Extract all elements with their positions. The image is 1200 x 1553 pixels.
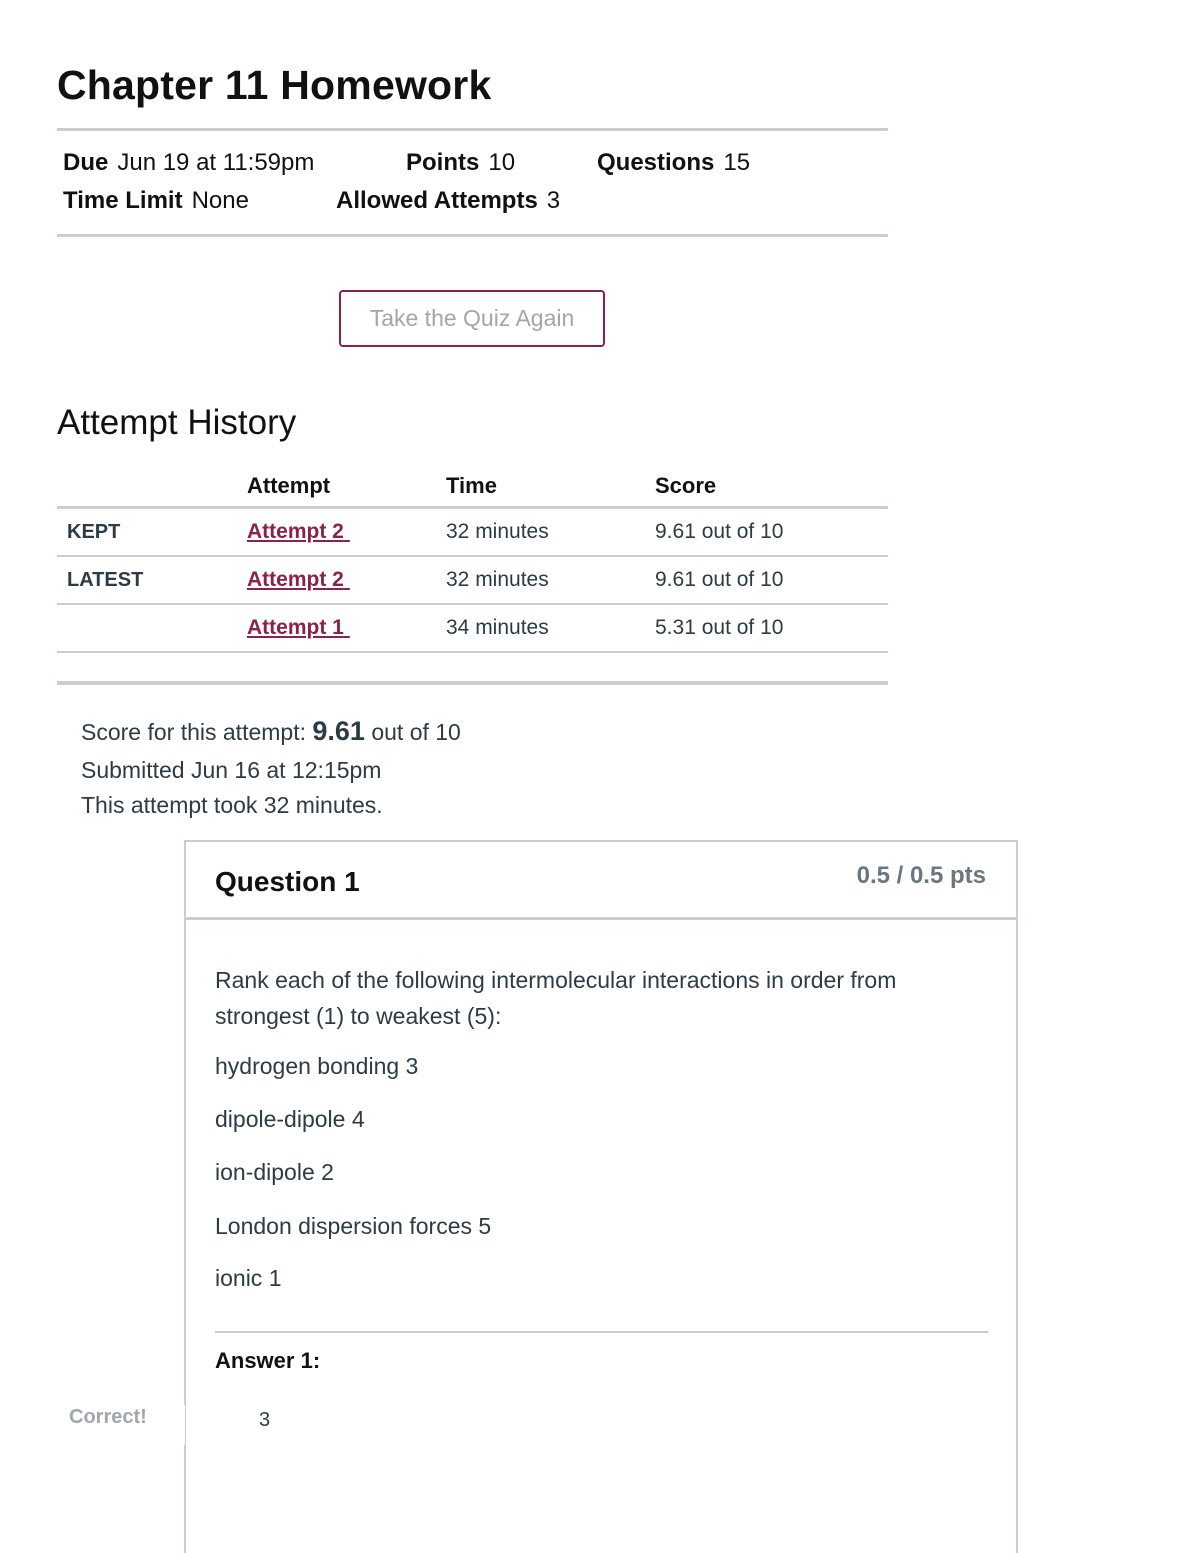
question-points: 0.5 / 0.5 pts (856, 862, 986, 889)
question-card (184, 840, 1018, 1553)
attempt-status: LATEST (57, 556, 247, 604)
allowed-attempts-value: 3 (546, 187, 561, 214)
take-quiz-again-button[interactable]: Take the Quiz Again (339, 290, 605, 347)
questions-label: Questions (597, 149, 715, 176)
table-spacer-row (57, 652, 888, 682)
attempt-score: 5.31 out of 10 (655, 604, 888, 652)
table-row (57, 556, 888, 604)
column-header-status (57, 466, 247, 508)
attempt-duration: This attempt took 32 minutes. (81, 792, 383, 818)
column-header-time: Time (446, 466, 655, 508)
points-value: 10 (488, 149, 516, 176)
attempt-link[interactable]: Attempt 2 (247, 568, 344, 591)
correct-answer-flag: Correct! (69, 1405, 185, 1445)
prompt-line: strongest (1) to weakest (5): (215, 1003, 502, 1029)
list-item: London dispersion forces 5 (215, 1213, 492, 1239)
time-limit-label: Time Limit (63, 187, 183, 214)
attempt-score: 9.61 out of 10 (655, 508, 888, 557)
attempt-score: 9.61 out of 10 (655, 556, 888, 604)
question-header (186, 842, 1016, 920)
points-label: Points (406, 149, 480, 176)
column-header-score: Score (655, 466, 888, 508)
attempt-link[interactable]: Attempt 2 (247, 520, 344, 543)
attempt-status (57, 604, 247, 652)
header-divider-bottom (57, 234, 888, 237)
attempt-link[interactable]: Attempt 1 (247, 616, 344, 639)
attempt-time: 32 minutes (446, 508, 655, 557)
page-title: Chapter 11 Homework (57, 62, 492, 108)
time-limit-value: None (191, 187, 249, 214)
prompt-line: Rank each of the following intermolecular interactions in order from (215, 967, 897, 993)
history-divider (57, 683, 888, 685)
score-value: 9.61 (312, 716, 365, 746)
due-value: Jun 19 at 11:59pm (117, 149, 315, 176)
due-label: Due (63, 149, 109, 176)
points-info (406, 149, 515, 177)
questions-value: 15 (723, 149, 751, 176)
attempt-time: 32 minutes (446, 556, 655, 604)
submitted-time: Submitted Jun 16 at 12:15pm (81, 757, 382, 783)
list-item: ion-dipole 2 (215, 1159, 334, 1185)
answer-divider (215, 1331, 988, 1333)
table-row (57, 508, 888, 557)
list-item: hydrogen bonding 3 (215, 1053, 419, 1079)
table-row (57, 604, 888, 652)
questions-info (597, 149, 750, 177)
table-header-row (57, 466, 888, 508)
score-suffix: out of 10 (371, 719, 461, 745)
answer-value: 3 (259, 1409, 271, 1431)
attempt-history-title: Attempt History (57, 403, 297, 442)
attempt-history-table (57, 466, 888, 683)
score-prefix: Score for this attempt: (81, 719, 306, 745)
allowed-attempts-info (336, 187, 560, 215)
list-item: dipole-dipole 4 (215, 1106, 365, 1132)
due-date (63, 149, 314, 177)
question-prompt (215, 962, 990, 1034)
allowed-attempts-label: Allowed Attempts (336, 187, 538, 214)
header-divider-top (57, 128, 888, 131)
question-title: Question 1 (215, 866, 360, 897)
attempt-score-summary (81, 716, 461, 747)
attempt-time: 34 minutes (446, 604, 655, 652)
time-limit-info (63, 187, 249, 215)
column-header-attempt: Attempt (247, 466, 446, 508)
attempt-status: KEPT (57, 508, 247, 557)
answer-label: Answer 1: (215, 1348, 321, 1373)
list-item: ionic 1 (215, 1265, 282, 1291)
